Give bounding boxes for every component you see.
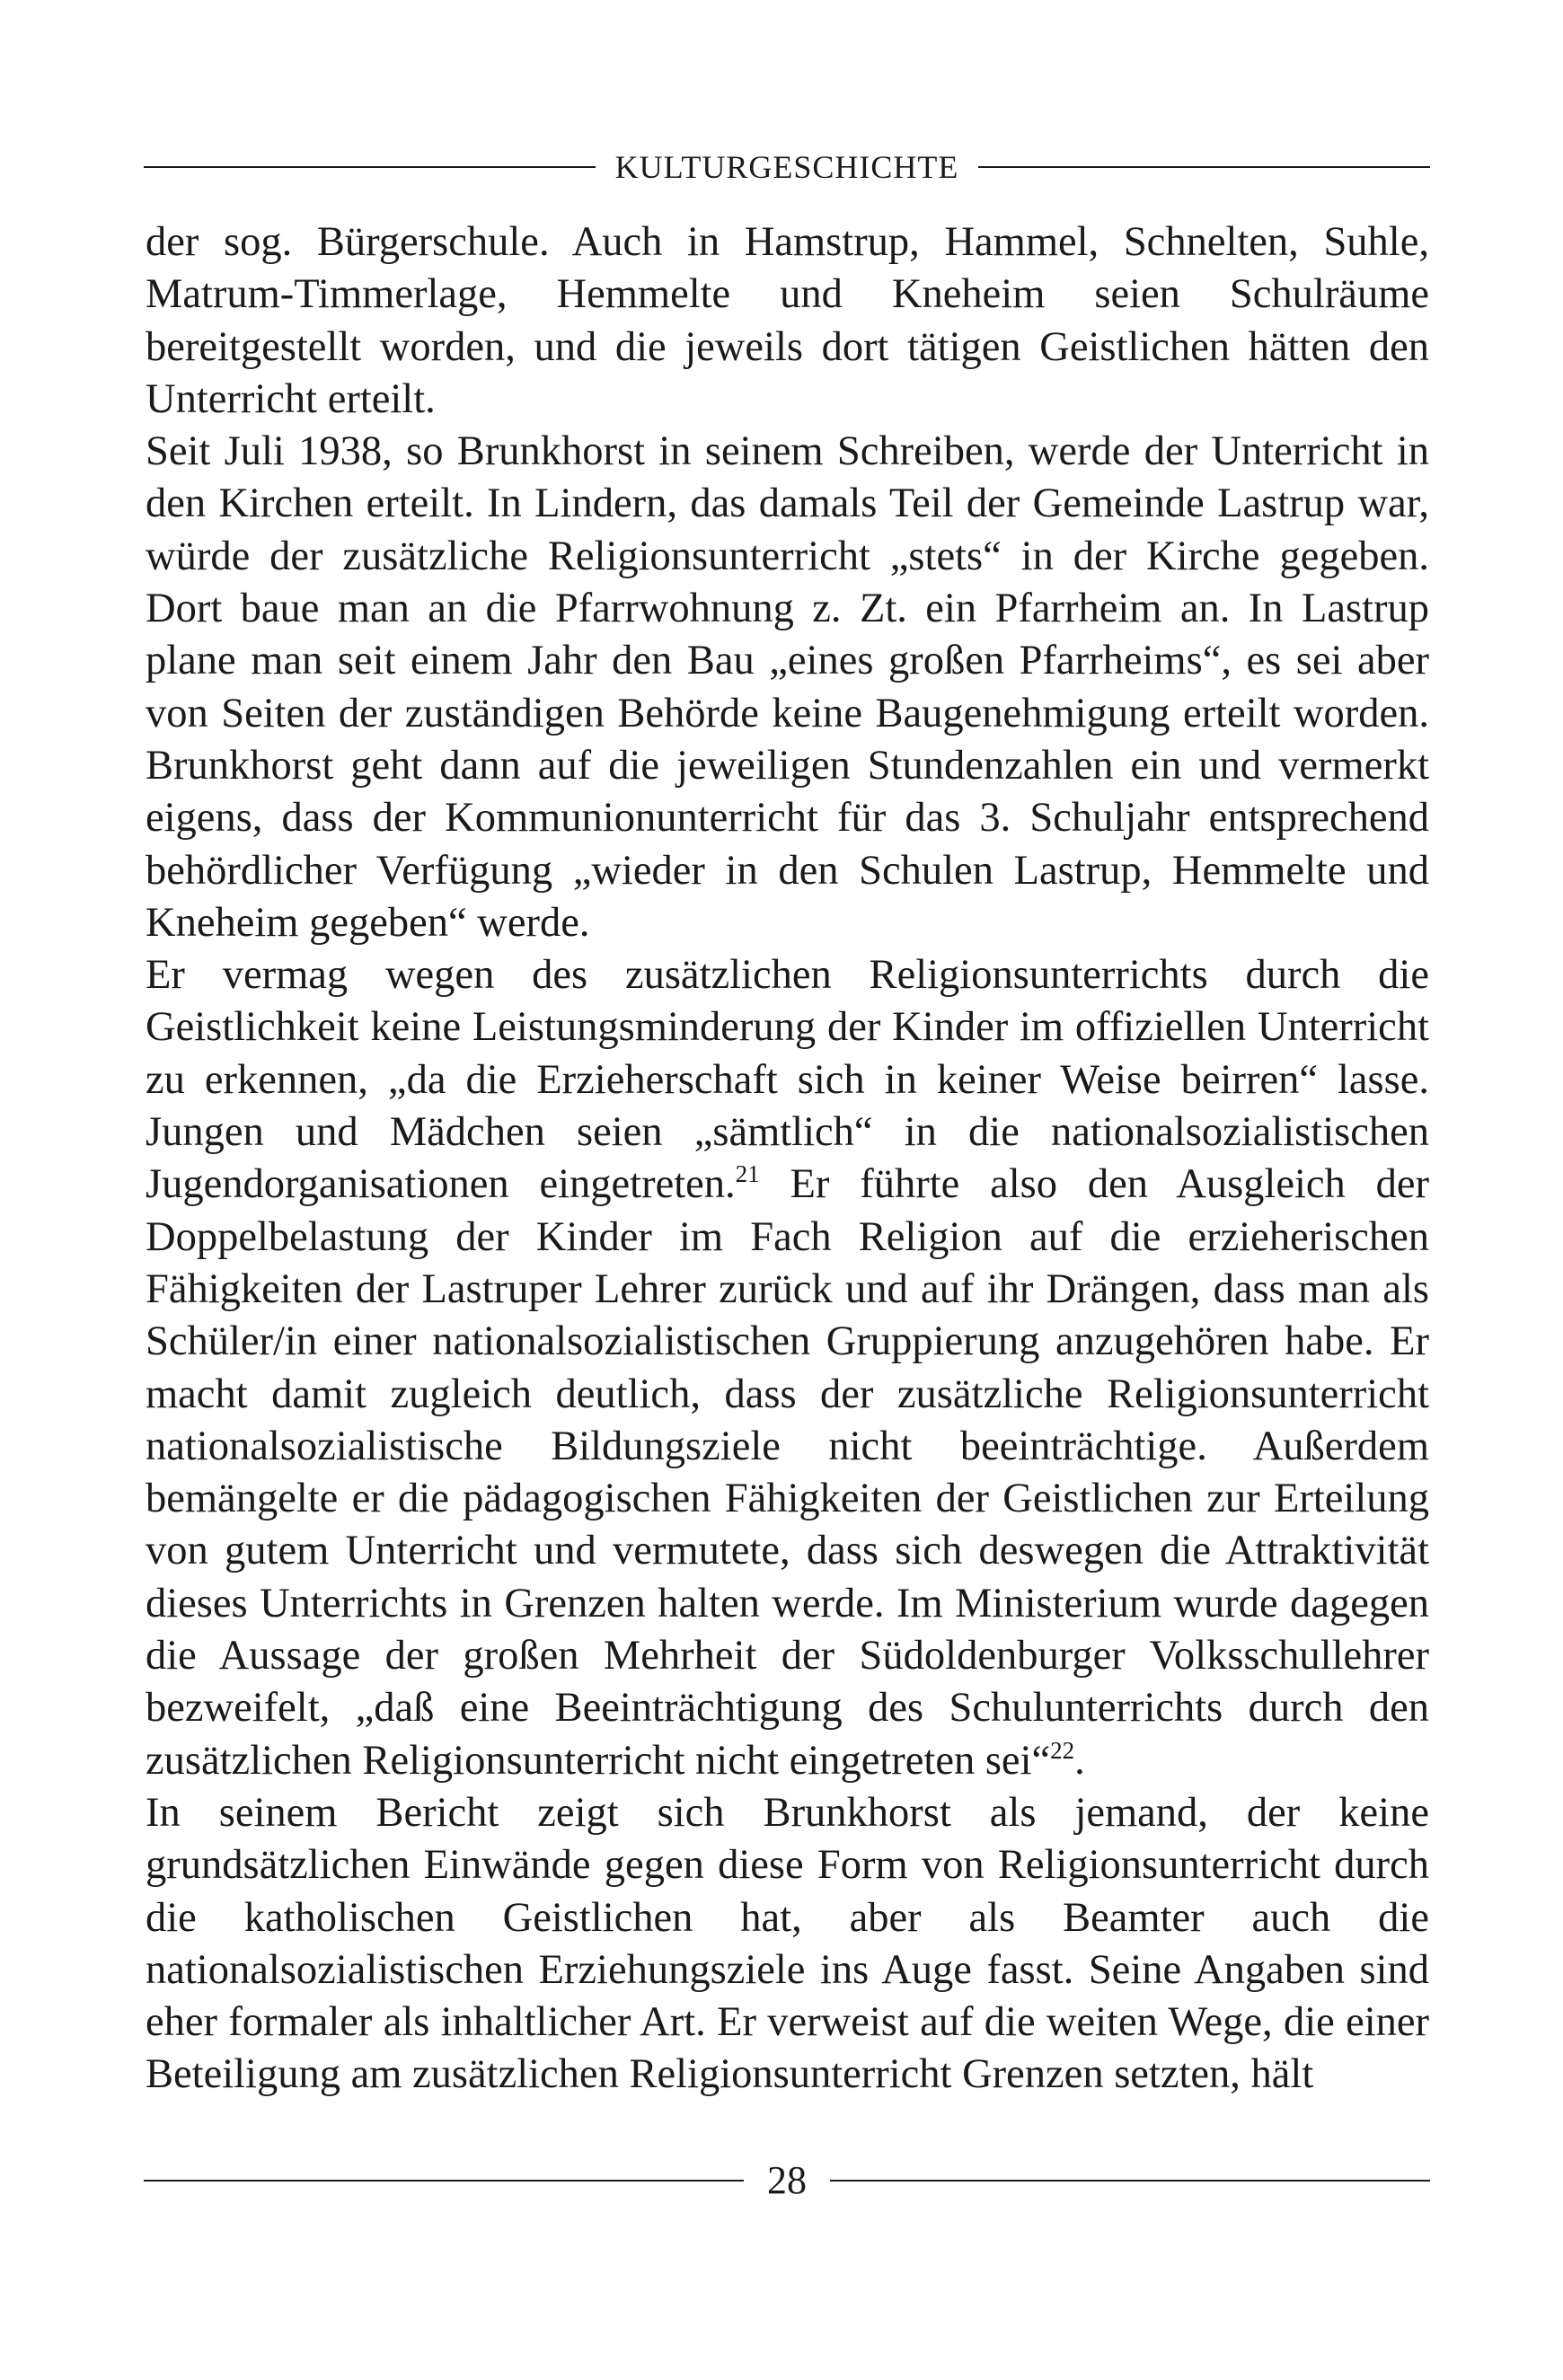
footer-rule-right <box>830 2180 1430 2182</box>
paragraph-1: der sog. Bürgerschule. Auch in Hamstrup, Hammel, Schnelten, Suhle, Matrum-Timmerlage, Hemmelte und Kneheim seien Schulräume bereitgestellt worden, und die jeweils dort tätigen Geistlichen hätten den Unterricht erteilt. <box>146 219 1429 422</box>
body-text <box>146 216 1429 2102</box>
paragraph-3-text-a: Er vermag wegen des zusätzlichen Religionsunterrichts durch die Geistlichkeit keine Leistungsminderung der Kinder im offiziellen Unterricht zu erkennen, „da die Erzieherschaft sich in keiner Weise beirren“ lasse. Jungen und Mädchen seien „sämtlich“ in die nationalsozialistischen Jugendorganisationen eingetreten. <box>146 952 1429 1208</box>
footnote-ref-21: 21 <box>735 1160 760 1188</box>
header-rule-right <box>978 166 1430 168</box>
running-header-title: KULTURGESCHICHTE <box>614 149 959 185</box>
paragraph-4: In seinem Bericht zeigt sich Brunkhorst als jemand, der keine grundsätzlichen Einwände gegen diese Form von Religionsunterricht durch die katholischen Geistlichen hat, aber als Beamter auch die nationalsozialistischen Erziehungsziele ins Auge fasst. Seine Angaben sind eher formaler als inhaltlicher Art. Er verweist auf die weiten Wege, die einer Beteiligung am zusätzlichen Religionsunterricht Grenzen setzten, hält <box>146 1789 1429 2098</box>
footer-rule-left <box>144 2180 744 2182</box>
paragraph-3 <box>146 949 1429 1787</box>
page-number: 28 <box>767 2158 807 2202</box>
paragraph-3-text-b: Er führte also den Ausgleich der Doppelbelastung der Kinder im Fach Religion auf die erzieherischen Fähigkeiten der Lastruper Lehrer zurück und auf ihr Drängen, dass man als Schüler/in einer nationalsozialistischen Gruppierung anzugehören habe. Er macht damit zugleich deutlich, dass der zusätzliche Religionsunterricht nationalsozialistische Bildungsziele nicht beeinträchtige. Außerdem bemängelte er die pädagogischen Fähigkeiten der Geistlichen zur Erteilung von gutem Unterricht und vermutete, dass sich deswegen die Attraktivität dieses Unterrichts in Grenzen halten werde. Im Ministerium wurde dagegen die Aussage der großen Mehrheit der Südoldenburger Volksschullehrer bezweifelt, „daß eine Beeinträchtigung des Schulunterrichts durch den zusätzlichen Religionsunterricht nicht eingetreten sei“ <box>146 1161 1430 1784</box>
paragraph-2: Seit Juli 1938, so Brunkhorst in seinem Schreiben, werde der Unterricht in den Kirchen erteilt. In Lindern, das damals Teil der Gemeinde Lastrup war, würde der zusätzliche Religionsunterricht „stets“ in der Kirche gegeben. Dort baue man an die Pfarrwohnung z. Zt. ein Pfarrheim an. In Lastrup plane man seit einem Jahr den Bau „eines großen Pfarrheims“, es sei aber von Seiten der zuständigen Behörde keine Baugenehmigung erteilt worden. Brunkhorst geht dann auf die jeweiligen Stundenzahlen ein und vermerkt eigens, dass der Kommunionunterricht für das 3. Schuljahr entsprechend behördlicher Verfügung „wieder in den Schulen Lastrup, Hemmelte und Kneheim gegeben“ werde. <box>146 428 1429 946</box>
page-footer <box>144 2154 1430 2208</box>
header-rule-left <box>144 166 596 168</box>
running-header <box>144 142 1430 192</box>
footnote-ref-22: 22 <box>1050 1736 1075 1764</box>
paragraph-3-text-end: . <box>1074 1737 1085 1784</box>
